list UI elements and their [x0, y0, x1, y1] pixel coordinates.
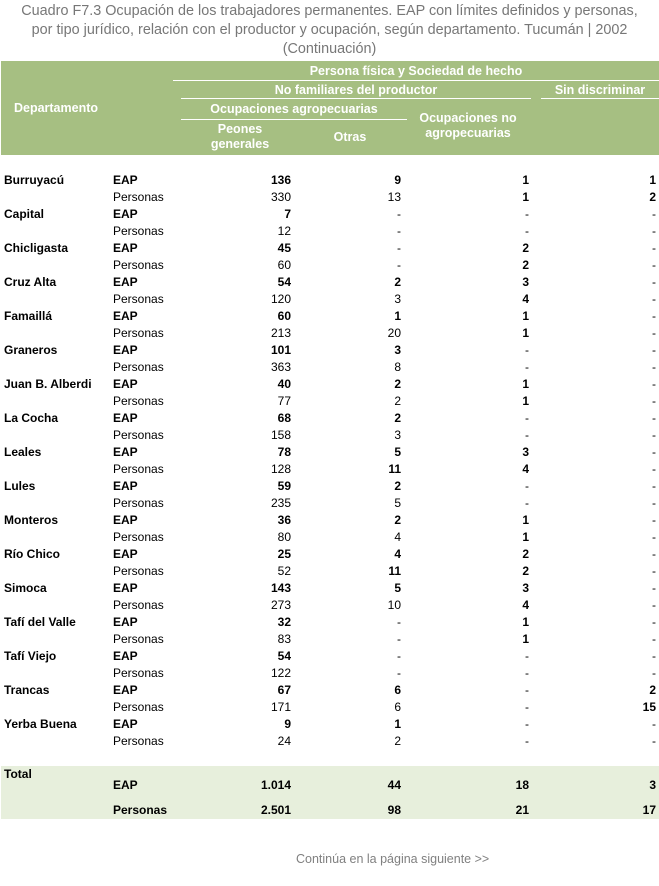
header-persona-fisica: Persona física y Sociedad de hecho [309, 64, 523, 78]
type-cell: EAP [113, 309, 138, 323]
dept-cell: Chicligasta [4, 241, 69, 255]
otras-cell: - [397, 241, 401, 255]
no-agro-cell: - [525, 717, 529, 731]
table-row [0, 410, 659, 427]
peones-cell: 101 [270, 343, 291, 357]
table-row [0, 461, 659, 478]
total-personas-type: Personas [113, 803, 168, 817]
no-agro-cell: - [525, 428, 529, 442]
type-cell: EAP [113, 547, 138, 561]
table-row [0, 665, 659, 682]
otras-cell: 8 [394, 360, 401, 374]
no-agro-cell: 1 [522, 326, 529, 340]
no-agro-cell: 1 [522, 615, 529, 629]
table-row [0, 529, 659, 546]
sin-discriminar-cell: - [652, 666, 656, 680]
otras-cell: 9 [394, 173, 401, 187]
otras-cell: 2 [394, 275, 401, 289]
table-row [0, 342, 659, 359]
otras-cell: 6 [394, 700, 401, 714]
title-line-2: por tipo jurídico, relación con el productor y ocupación, según departamento. Tucumán | 2002 [31, 22, 628, 38]
type-cell: EAP [113, 513, 138, 527]
table-row [0, 291, 659, 308]
no-agro-cell: - [525, 649, 529, 663]
no-agro-cell: - [525, 343, 529, 357]
type-cell: Personas [113, 428, 164, 442]
table-row [0, 495, 659, 512]
otras-cell: 6 [394, 683, 401, 697]
sin-discriminar-cell: 15 [642, 700, 656, 714]
table-row [0, 733, 659, 750]
otras-cell: 2 [394, 411, 401, 425]
dept-cell: Yerba Buena [4, 717, 77, 731]
peones-cell: 40 [277, 377, 291, 391]
no-agro-cell: 2 [522, 547, 529, 561]
dept-cell: Tafí Viejo [4, 649, 57, 663]
table-row [0, 512, 659, 529]
otras-cell: 3 [394, 292, 401, 306]
sin-discriminar-cell: - [652, 479, 656, 493]
no-agro-cell: 4 [522, 462, 529, 476]
sin-discriminar-cell: - [652, 241, 656, 255]
sin-discriminar-cell: - [652, 326, 656, 340]
total-personas-c4: 17 [642, 803, 656, 817]
peones-cell: 83 [277, 632, 291, 646]
otras-cell: 4 [394, 547, 401, 561]
peones-cell: 78 [277, 445, 291, 459]
no-agro-cell: 3 [522, 275, 529, 289]
no-agro-cell: - [525, 479, 529, 493]
type-cell: EAP [113, 377, 138, 391]
table-row [0, 206, 659, 223]
table-row [0, 716, 659, 733]
otras-cell: 10 [387, 598, 401, 612]
header-peones-line2: generales [210, 137, 270, 151]
sin-discriminar-cell: - [652, 734, 656, 748]
table-row [0, 580, 659, 597]
type-cell: EAP [113, 717, 138, 731]
header-ocup-agro: Ocupaciones agropecuarias [210, 102, 378, 116]
otras-cell: 5 [394, 581, 401, 595]
type-cell: Personas [113, 258, 164, 272]
peones-cell: 122 [270, 666, 291, 680]
type-cell: EAP [113, 343, 138, 357]
peones-cell: 54 [277, 275, 291, 289]
peones-cell: 213 [270, 326, 291, 340]
type-cell: EAP [113, 241, 138, 255]
peones-cell: 59 [277, 479, 291, 493]
peones-cell: 363 [270, 360, 291, 374]
table-row [0, 427, 659, 444]
dept-cell: Famaillá [4, 309, 53, 323]
otras-cell: 3 [394, 428, 401, 442]
total-eap-c1: 1.014 [260, 778, 291, 792]
peones-cell: 273 [270, 598, 291, 612]
otras-cell: 2 [394, 513, 401, 527]
peones-cell: 54 [277, 649, 291, 663]
no-agro-cell: 1 [522, 632, 529, 646]
peones-cell: 36 [277, 513, 291, 527]
otras-cell: - [397, 207, 401, 221]
peones-cell: 60 [277, 309, 291, 323]
no-agro-cell: 2 [522, 241, 529, 255]
sin-discriminar-cell: - [652, 496, 656, 510]
header-divider-4 [181, 119, 407, 120]
total-eap-c3: 18 [515, 778, 529, 792]
sin-discriminar-cell: - [652, 445, 656, 459]
no-agro-cell: - [525, 734, 529, 748]
header-otras: Otras [333, 130, 367, 144]
sin-discriminar-cell: - [652, 411, 656, 425]
no-agro-cell: - [525, 224, 529, 238]
peones-cell: 60 [277, 258, 291, 272]
table-row [0, 257, 659, 274]
otras-cell: - [397, 615, 401, 629]
dept-cell: Cruz Alta [4, 275, 57, 289]
no-agro-cell: 1 [522, 377, 529, 391]
type-cell: Personas [113, 326, 164, 340]
no-agro-cell: 4 [522, 598, 529, 612]
type-cell: EAP [113, 479, 138, 493]
header-no-familiares: No familiares del productor [274, 83, 438, 97]
otras-cell: 4 [394, 530, 401, 544]
header-divider-3 [541, 98, 659, 99]
table-row [0, 546, 659, 563]
sin-discriminar-cell: - [652, 462, 656, 476]
otras-cell: 1 [394, 717, 401, 731]
peones-cell: 9 [284, 717, 291, 731]
type-cell: EAP [113, 581, 138, 595]
table-row [0, 189, 659, 206]
sin-discriminar-cell: - [652, 360, 656, 374]
type-cell: Personas [113, 700, 164, 714]
table-row [0, 614, 659, 631]
no-agro-cell: - [525, 411, 529, 425]
type-cell: Personas [113, 190, 164, 204]
table-row [0, 563, 659, 580]
peones-cell: 128 [270, 462, 291, 476]
table-row [0, 376, 659, 393]
continue-note: Continúa en la página siguiente >> [296, 852, 490, 866]
peones-cell: 330 [270, 190, 291, 204]
table-header [1, 61, 659, 155]
table-body [0, 172, 659, 750]
header-sin-discriminar: Sin discriminar [554, 83, 646, 97]
dept-cell: Leales [4, 445, 42, 459]
table-row [0, 682, 659, 699]
total-personas-c2: 98 [387, 803, 401, 817]
dept-cell: Juan B. Alberdi [4, 377, 92, 391]
total-personas-c1: 2.501 [260, 803, 291, 817]
no-agro-cell: - [525, 360, 529, 374]
table-row [0, 478, 659, 495]
sin-discriminar-cell: - [652, 207, 656, 221]
peones-cell: 68 [277, 411, 291, 425]
type-cell: Personas [113, 632, 164, 646]
sin-discriminar-cell: - [652, 309, 656, 323]
peones-cell: 12 [277, 224, 291, 238]
table-row [0, 699, 659, 716]
type-cell: Personas [113, 496, 164, 510]
sin-discriminar-cell: - [652, 649, 656, 663]
table-row [0, 597, 659, 614]
no-agro-cell: - [525, 666, 529, 680]
dept-cell: Burruyacú [4, 173, 65, 187]
total-eap-c4: 3 [649, 778, 656, 792]
sin-discriminar-cell: - [652, 547, 656, 561]
total-personas-c3: 21 [515, 803, 529, 817]
sin-discriminar-cell: 2 [649, 683, 656, 697]
sin-discriminar-cell: - [652, 258, 656, 272]
no-agro-cell: 1 [522, 394, 529, 408]
header-ocup-no-agro-line2: agropecuarias [425, 126, 511, 140]
otras-cell: - [397, 632, 401, 646]
total-label: Total [4, 767, 32, 781]
table-row [0, 631, 659, 648]
no-agro-cell: 3 [522, 445, 529, 459]
otras-cell: - [397, 666, 401, 680]
type-cell: EAP [113, 411, 138, 425]
no-agro-cell: 2 [522, 258, 529, 272]
table-row [0, 308, 659, 325]
no-agro-cell: 4 [522, 292, 529, 306]
peones-cell: 52 [277, 564, 291, 578]
header-ocup-no-agro [409, 111, 527, 141]
otras-cell: 5 [394, 445, 401, 459]
dept-cell: Tafí del Valle [4, 615, 76, 629]
type-cell: Personas [113, 564, 164, 578]
peones-cell: 77 [277, 394, 291, 408]
peones-cell: 80 [277, 530, 291, 544]
otras-cell: 2 [394, 394, 401, 408]
type-cell: Personas [113, 598, 164, 612]
peones-cell: 120 [270, 292, 291, 306]
table-row [0, 393, 659, 410]
peones-cell: 136 [270, 173, 291, 187]
total-eap-c2: 44 [387, 778, 401, 792]
otras-cell: - [397, 258, 401, 272]
type-cell: Personas [113, 394, 164, 408]
total-section [1, 766, 659, 819]
peones-cell: 67 [277, 683, 291, 697]
sin-discriminar-cell: 1 [649, 173, 656, 187]
sin-discriminar-cell: - [652, 428, 656, 442]
header-peones-line1: Peones [217, 122, 263, 136]
peones-cell: 24 [277, 734, 291, 748]
type-cell: EAP [113, 207, 138, 221]
no-agro-cell: - [525, 207, 529, 221]
table-row [0, 648, 659, 665]
type-cell: EAP [113, 445, 138, 459]
otras-cell: 20 [387, 326, 401, 340]
no-agro-cell: - [525, 683, 529, 697]
type-cell: EAP [113, 615, 138, 629]
type-cell: Personas [113, 734, 164, 748]
type-cell: Personas [113, 292, 164, 306]
no-agro-cell: 3 [522, 581, 529, 595]
no-agro-cell: 1 [522, 530, 529, 544]
sin-discriminar-cell: - [652, 581, 656, 595]
table-row [0, 274, 659, 291]
type-cell: EAP [113, 275, 138, 289]
table-row [0, 325, 659, 342]
sin-discriminar-cell: - [652, 598, 656, 612]
sin-discriminar-cell: - [652, 564, 656, 578]
sin-discriminar-cell: - [652, 394, 656, 408]
type-cell: EAP [113, 649, 138, 663]
peones-cell: 7 [284, 207, 291, 221]
otras-cell: - [397, 224, 401, 238]
no-agro-cell: 1 [522, 190, 529, 204]
sin-discriminar-cell: - [652, 513, 656, 527]
otras-cell: 11 [388, 564, 401, 578]
peones-cell: 25 [277, 547, 291, 561]
peones-cell: 158 [270, 428, 291, 442]
title-line-3: (Continuación) [282, 41, 377, 57]
sin-discriminar-cell: - [652, 343, 656, 357]
dept-cell: Graneros [4, 343, 58, 357]
otras-cell: 1 [394, 309, 401, 323]
otras-cell: 2 [394, 479, 401, 493]
peones-cell: 171 [270, 700, 291, 714]
dept-cell: La Cocha [4, 411, 59, 425]
otras-cell: - [397, 649, 401, 663]
peones-cell: 32 [277, 615, 291, 629]
sin-discriminar-cell: - [652, 615, 656, 629]
sin-discriminar-cell: - [652, 292, 656, 306]
type-cell: Personas [113, 462, 164, 476]
sin-discriminar-cell: - [652, 717, 656, 731]
otras-cell: 2 [394, 377, 401, 391]
header-divider-1 [173, 80, 659, 81]
otras-cell: 2 [394, 734, 401, 748]
table-row [0, 172, 659, 189]
sin-discriminar-cell: - [652, 530, 656, 544]
type-cell: Personas [113, 666, 164, 680]
dept-cell: Río Chico [4, 547, 60, 561]
no-agro-cell: 1 [522, 513, 529, 527]
sin-discriminar-cell: - [652, 377, 656, 391]
type-cell: EAP [113, 683, 138, 697]
type-cell: EAP [113, 173, 138, 187]
dept-cell: Trancas [4, 683, 50, 697]
otras-cell: 3 [394, 343, 401, 357]
type-cell: Personas [113, 530, 164, 544]
no-agro-cell: 1 [522, 173, 529, 187]
header-departamento: Departamento [13, 101, 99, 115]
header-divider-2 [181, 98, 531, 99]
sin-discriminar-cell: - [652, 275, 656, 289]
dept-cell: Simoca [4, 581, 47, 595]
otras-cell: 11 [388, 462, 401, 476]
no-agro-cell: - [525, 496, 529, 510]
type-cell: Personas [113, 360, 164, 374]
table-row [0, 223, 659, 240]
sin-discriminar-cell: - [652, 632, 656, 646]
otras-cell: 5 [394, 496, 401, 510]
total-eap-type: EAP [113, 778, 138, 792]
peones-cell: 143 [270, 581, 291, 595]
table-row [0, 240, 659, 257]
table-title [0, 2, 659, 59]
table-row [0, 359, 659, 376]
no-agro-cell: - [525, 700, 529, 714]
type-cell: Personas [113, 224, 164, 238]
table-row [0, 444, 659, 461]
dept-cell: Lules [4, 479, 36, 493]
total-row-eap [1, 777, 659, 794]
header-ocup-no-agro-line1: Ocupaciones no [419, 111, 517, 125]
dept-cell: Capital [4, 207, 45, 221]
no-agro-cell: 2 [522, 564, 529, 578]
otras-cell: 13 [387, 190, 401, 204]
no-agro-cell: 1 [522, 309, 529, 323]
sin-discriminar-cell: 2 [649, 190, 656, 204]
dept-cell: Monteros [4, 513, 58, 527]
header-peones [191, 122, 289, 152]
peones-cell: 45 [277, 241, 291, 255]
peones-cell: 235 [270, 496, 291, 510]
sin-discriminar-cell: - [652, 224, 656, 238]
title-line-1: Cuadro F7.3 Ocupación de los trabajadores permanentes. EAP con límites definidos y personas, [21, 3, 638, 19]
total-row-personas [1, 802, 659, 819]
